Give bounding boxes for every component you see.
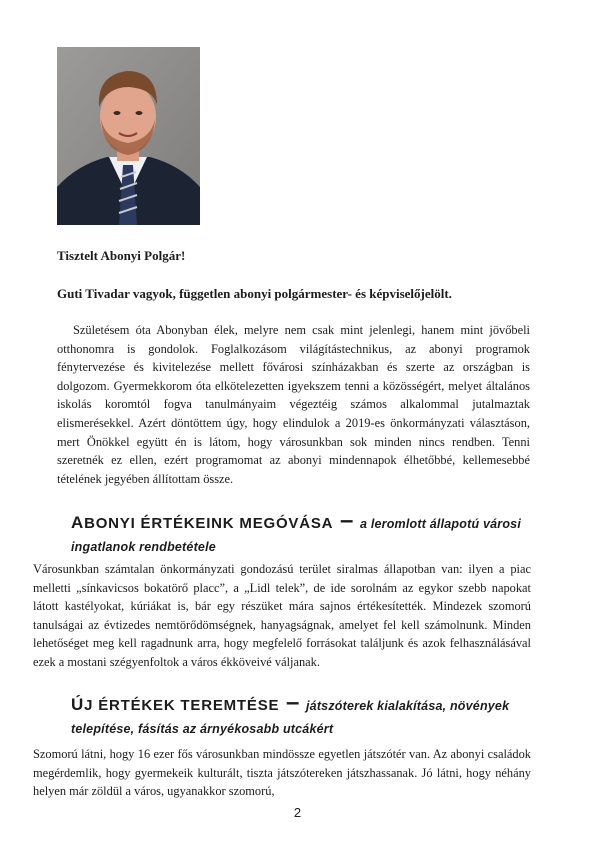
heading-title: J ÉRTÉKEK TEREMTÉSE [84, 697, 280, 714]
biography-paragraph: Születésem óta Abonyban élek, melyre nem csak mint jelenlegi, hanem mint jövőbeli otthonomra is gondolok. Foglalkozásom világítástechnikus, az abonyi programok fénytervezése és kivitelezése mellett fővárosi színházakban és szerte az országban is dolgozom. Gyermekkorom óta elkötelezetten igyekszem tenni a közösségért, melyet általános iskolás koromtól fogva tanulmányaim végeztéig számos alkalommal jutalmaztak elismerésekkel. Azért döntöttem úgy, hogy elindulok a 2019-es önkormányzati választáson, mert Önökkel együtt én is látom, hogy városunkban sok minden nincs rendben. Tenni szeretnék ez ellen, ezért programomat az abonyi mindennapok élhetőbbé, kellemesebbé tételének jegyében állítottam össze. [57, 323, 530, 486]
section-heading-new-values [71, 689, 531, 739]
heading-subtitle: a leromlott állapotú városi ingatlanok rendbetétele [71, 517, 521, 554]
heading-dash: – [279, 689, 306, 716]
intro-line: Guti Tivadar vagyok, független abonyi polgármester- és képviselőjelölt. [57, 286, 452, 301]
heading-initial: A [71, 513, 85, 532]
portrait-photo-icon [57, 47, 200, 225]
heading-title: BONYI ÉRTÉKEINK MEGÓVÁSA [84, 515, 334, 532]
page-number: 2 [293, 805, 302, 820]
heading-dash: – [333, 507, 360, 534]
heading-subtitle: játszóterek kialakítása, növények telepítése, fásítás az árnyékosabb utcákért [71, 699, 510, 736]
greeting: Tisztelt Abonyi Polgár! [57, 248, 186, 263]
heading-initial: Ú [71, 695, 85, 714]
section-body-values: Városunkban számtalan önkormányzati gondozású terület siralmas állapotban van: ilyen a piac melletti „sínkavicsos bokatörő placc”, a „Lidl telek”, de ide sorolnám az egykor szebb napokat látott kastélyokat, kúriákat is, bár egy részüket mára sajnos értékesítették. Mindezek szomorú tanulságai az évtizedes nemtörődömségnek, hanyagságnak, amelyet fel kell számolnunk. Minden lehetőséget meg kell ragadnunk arra, hogy megfelelő forrásokat találjunk és azok felhasználásával ezek a mostani szégyenfoltok a város ékköveivé váljanak. [33, 562, 531, 669]
section-heading-values [71, 507, 531, 557]
section-body-new-values: Szomorú látni, hogy 16 ezer fős városunkban mindössze egyetlen játszótér van. Az abonyi családok megérdemlik, hogy gyermekeik kulturált, tiszta játszótereken játszhassanak. Jó látni, hogy néhány helyen már zöldül a város, ugyanakkor szomorú, [33, 747, 531, 799]
candidate-portrait [57, 47, 200, 225]
